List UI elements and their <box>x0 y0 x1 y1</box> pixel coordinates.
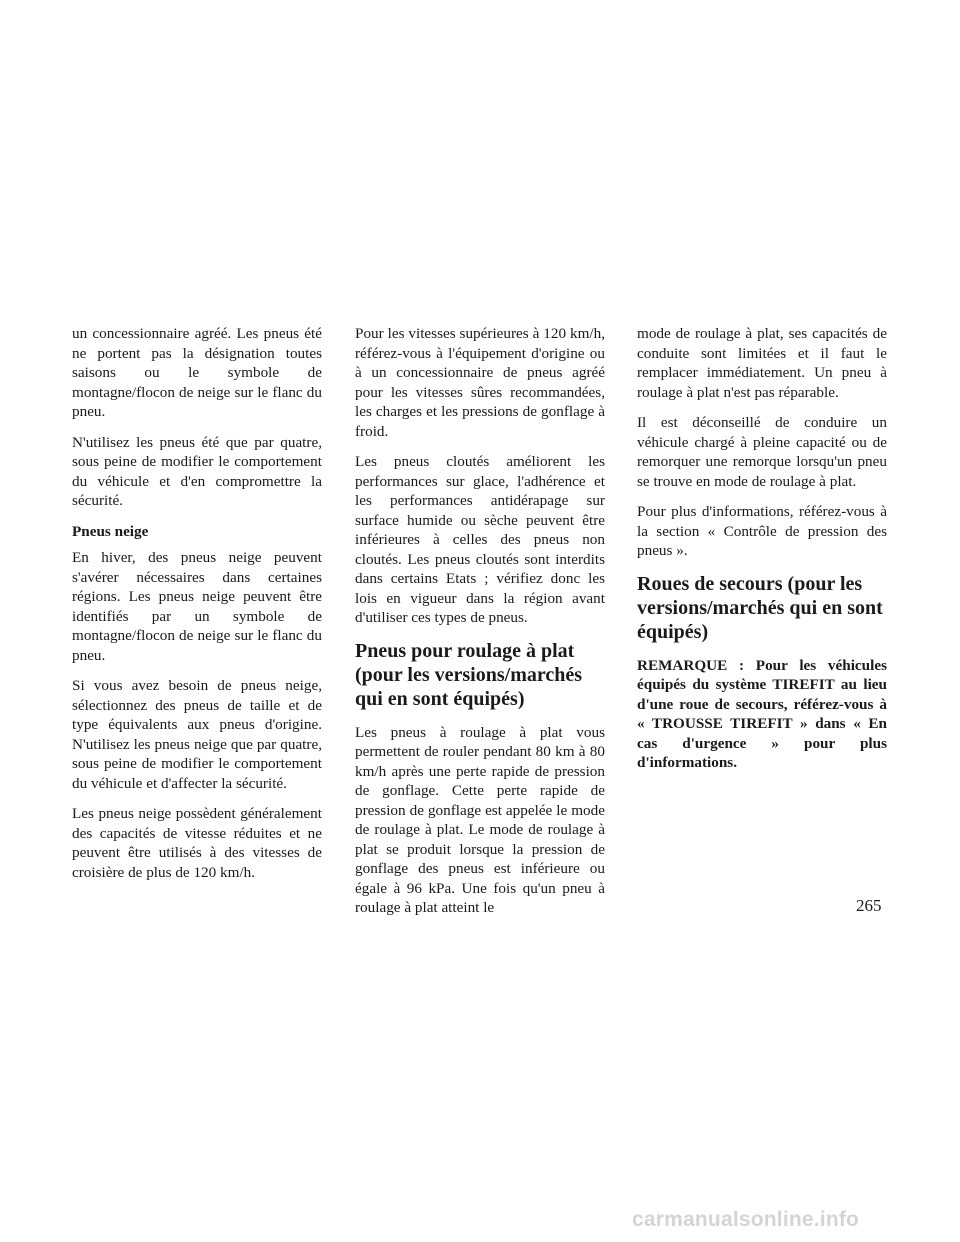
paragraph: Les pneus à roulage à plat vous permettent de rouler pendant 80 km à 80 km/h après une perte rapide de pression de gonflage. Cette perte rapide de pression de gonflage est appelée le mode de roulage à plat. Le mode de roulage à plat se produit lorsque la pression de gonflage des pneus est inférieure ou égale à 96 kPa. Une fois qu'un pneu à roulage à plat atteint le <box>355 723 605 916</box>
paragraph: Les pneus cloutés améliorent les performances sur glace, l'adhérence et les performances antidérapage sur surface humide ou sèche peuvent être inférieures à celles des pneus non cloutés. Les pneus cloutés sont interdits dans certains Etats ; vérifiez donc les lois en vigueur dans la région avant d'utiliser ces types de pneus. <box>355 453 605 626</box>
paragraph: Pour les vitesses supérieures à 120 km/h, référez-vous à l'équipement d'origine ou à un concessionnaire de pneus agréé pour les vitesses sûres recommandées, les charges et les pressions de gonflage à froid. <box>355 325 605 440</box>
paragraph: un concessionnaire agréé. Les pneus été ne portent pas la désignation toutes saisons ou le symbole de montagne/flocon de neige sur le flanc du pneu. <box>72 325 322 420</box>
paragraph: Pour plus d'informations, référez-vous à la section « Contrôle de pression des pneus ». <box>637 503 887 559</box>
paragraph: Si vous avez besoin de pneus neige, sélectionnez des pneus de taille et de type équivalents aux pneus d'origine. N'utilisez les pneus neige que par quatre, sous peine de modifier le comportement du véhicule et d'affecter la sécurité. <box>72 677 322 792</box>
text-column-3 <box>637 324 887 784</box>
note-remark: REMARQUE : Pour les véhicules équipés du système TIREFIT au lieu d'une roue de secours, référez-vous à « TROUSSE TIREFIT » dans « En cas d'urgence » pour plus d'informations. <box>637 656 887 771</box>
paragraph: N'utilisez les pneus été que par quatre, sous peine de modifier le comportement du véhicule et d'en compromettre la sécurité. <box>72 433 322 509</box>
paragraph: En hiver, des pneus neige peuvent s'avérer nécessaires dans certaines régions. Les pneus neige peuvent être identifiés par un symbole de montagne/flocon de neige sur le flanc du pneu. <box>72 549 322 664</box>
section-heading-run-flat-tires: Pneus pour roulage à plat (pour les versions/marchés qui en sont équipés) <box>355 639 583 710</box>
watermark: carmanualsonline.info <box>632 1208 860 1231</box>
page-number: 265 <box>856 896 882 915</box>
paragraph: Il est déconseillé de conduire un véhicule chargé à pleine capacité ou de remorquer une remorque lorsqu'un pneu se trouve en mode de roulage à plat. <box>637 414 887 490</box>
text-column-1 <box>72 324 322 893</box>
subheading-snow-tires: Pneus neige <box>72 522 149 540</box>
text-column-2 <box>355 324 605 929</box>
section-heading-spare-wheels: Roues de secours (pour les versions/marchés qui en sont équipés) <box>637 572 883 643</box>
paragraph: mode de roulage à plat, ses capacités de conduite sont limitées et il faut le remplacer immédiatement. Un pneu à roulage à plat n'est pas réparable. <box>637 325 887 401</box>
paragraph: Les pneus neige possèdent généralement des capacités de vitesse réduites et ne peuvent être utilisés à des vitesses de croisière de plus de 120 km/h. <box>72 805 322 881</box>
